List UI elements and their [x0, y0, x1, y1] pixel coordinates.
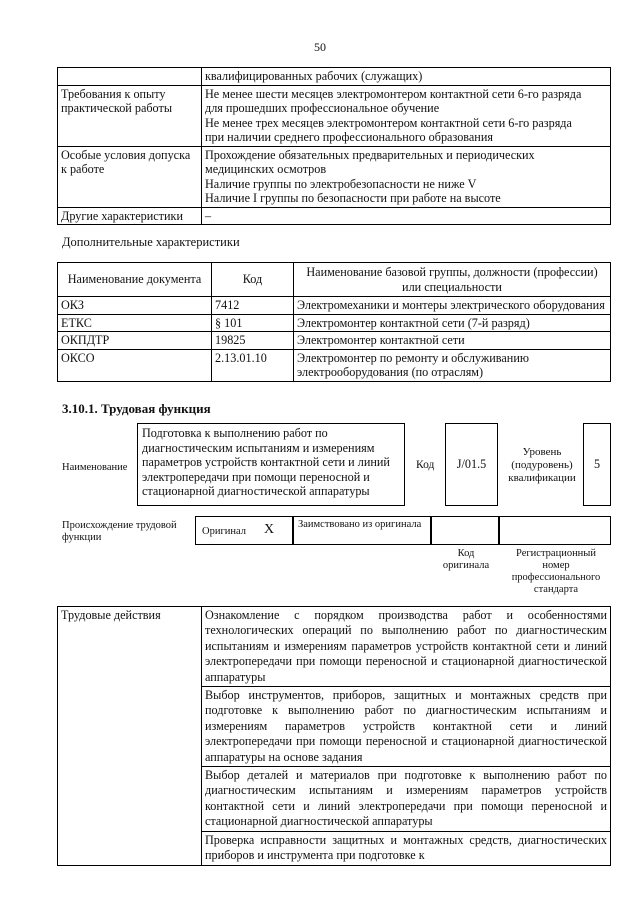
- row-label: Особые условия допуска к работе: [58, 146, 202, 207]
- borrowed-label: Заимствовано из оригинала: [298, 519, 422, 530]
- code-original-box: [431, 516, 499, 545]
- name-label: Наименование: [62, 462, 128, 473]
- code-label: Код: [416, 459, 435, 471]
- table-row: [58, 85, 611, 146]
- action-item: Выбор деталей и материалов при подготовке к выполнению работ по диагностическим испытаниям и измерениям параметров устройств контактной сети и линий электропередачи при помощи переносной и стационарной диагностической аппаратуры: [202, 767, 611, 832]
- name-cell: Электромонтер контактной сети (7-й разряд): [294, 314, 611, 332]
- function-code: J/01.5: [456, 457, 487, 472]
- code-cell: 19825: [212, 332, 294, 350]
- code-cell: § 101: [212, 314, 294, 332]
- action-item: Проверка исправности защитных и монтажных средств, диагностических приборов и инструмента при подготовке к: [202, 831, 611, 865]
- section-subtitle: Дополнительные характеристики: [62, 235, 240, 249]
- table-row: [58, 349, 611, 381]
- column-header: Наименование базовой группы, должности (профессии) или специальности: [294, 263, 611, 297]
- row-value: Прохождение обязательных предварительных и периодических медицинских осмотров Наличие группы по электробезопасности не ниже V Наличие I группы по безопасности при работе на высоте: [202, 146, 611, 207]
- function-name-box: [137, 423, 405, 506]
- name-cell: Электромонтер контактной сети: [294, 332, 611, 350]
- code-original-label: Код оригинала: [442, 548, 490, 571]
- row-label: Другие характеристики: [58, 207, 202, 225]
- level-label: Уровень (подуровень) квалификации: [508, 446, 576, 484]
- row-value: Не менее шести месяцев электромонтером контактной сети 6-го разряда для прошедших профессиональное обучение Не менее трех месяцев электромонтером контактной сети 6-го разряда при наличии среднего профессионального образования: [202, 85, 611, 146]
- code-cell: 2.13.01.10: [212, 349, 294, 381]
- action-item: Выбор инструментов, приборов, защитных и монтажных средств при подготовке к выполнению работ по диагностическим испытаниям и измерениям параметров устройств контактной сети и линий электропередачи при помощи переносной и стационарной диагностической аппаратуры на основе задания: [202, 687, 611, 767]
- borrowed-box: [293, 516, 431, 545]
- original-label: Оригинал: [202, 526, 246, 537]
- requirements-table: [57, 67, 611, 225]
- actions-label: Трудовые действия: [58, 607, 202, 866]
- level-box: [583, 423, 611, 506]
- table-row: [58, 68, 611, 86]
- row-label: Требования к опыту практической работы: [58, 85, 202, 146]
- table-row: [58, 207, 611, 225]
- labour-actions-table: [57, 606, 611, 866]
- name-cell: Электромонтер по ремонту и обслуживанию электрооборудования (по отраслям): [294, 349, 611, 381]
- additional-characteristics-table: [57, 262, 611, 382]
- reg-number-label: Регистрационный номер профессионального стандарта: [511, 548, 601, 595]
- level-value: 5: [593, 457, 601, 472]
- original-mark: X: [264, 522, 275, 537]
- function-name: Подготовка к выполнению работ по диагностическим испытаниям и измерениям параметров устройств контактной сети и линий электропередачи при помощи переносной и стационарной диагностической аппаратуры: [142, 426, 390, 498]
- name-cell: Электромеханики и монтеры электрического оборудования: [294, 297, 611, 315]
- table-row: [58, 297, 611, 315]
- function-code-box: [445, 423, 498, 506]
- table-row: [58, 332, 611, 350]
- original-box: [195, 516, 293, 545]
- table-row: [58, 314, 611, 332]
- doc-cell: ЕТКС: [58, 314, 212, 332]
- reg-number-box: [499, 516, 611, 545]
- doc-cell: ОКСО: [58, 349, 212, 381]
- row-label: [58, 68, 202, 86]
- table-row: [58, 607, 611, 687]
- column-header: Наименование документа: [58, 263, 212, 297]
- table-row: [58, 146, 611, 207]
- table-header-row: [58, 263, 611, 297]
- origin-label: Происхождение трудовой функции: [62, 520, 177, 543]
- action-item: Ознакомление с порядком производства работ и особенностями технологических операций по выполнению работ по диагностическим испытаниям и измерениям параметров устройств контактной сети и линий электропередачи при помощи переносной и стационарной диагностической аппаратуры: [202, 607, 611, 687]
- code-cell: 7412: [212, 297, 294, 315]
- page-number: 50: [314, 40, 326, 54]
- section-heading: 3.10.1. Трудовая функция: [62, 401, 211, 416]
- row-value: –: [202, 207, 611, 225]
- column-header: Код: [212, 263, 294, 297]
- row-value: квалифицированных рабочих (служащих): [202, 68, 611, 86]
- doc-cell: ОКПДТР: [58, 332, 212, 350]
- doc-cell: ОКЗ: [58, 297, 212, 315]
